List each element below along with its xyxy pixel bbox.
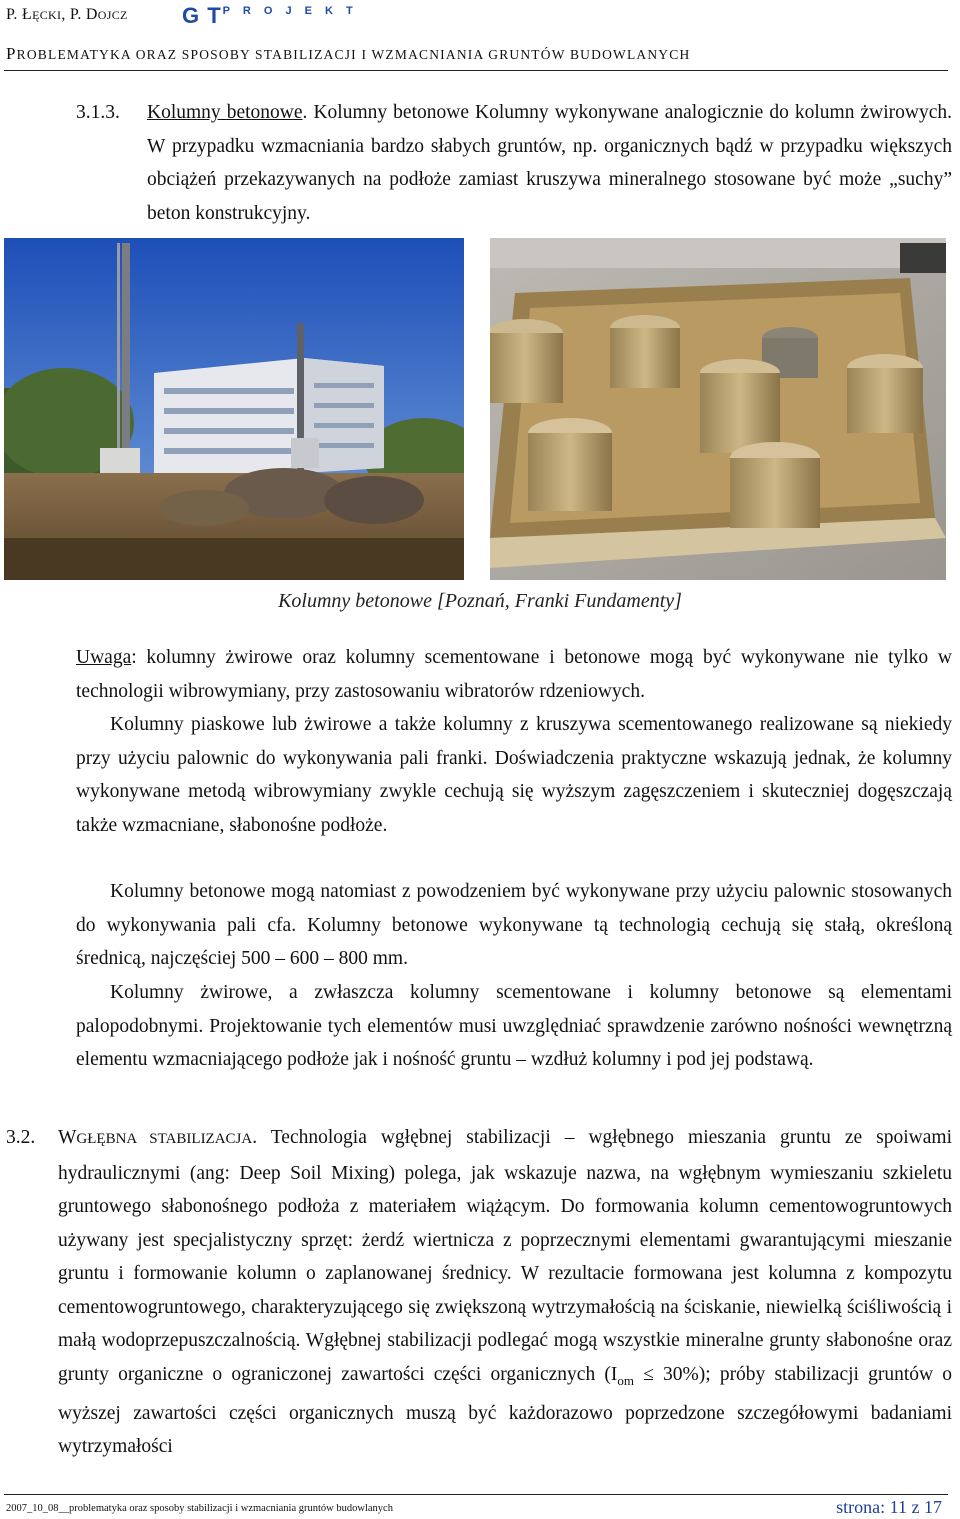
authors-part: , P. D	[61, 6, 98, 23]
section-heading: Kolumny betonowe	[147, 102, 303, 123]
running-title-first: P	[6, 44, 17, 63]
logo-subtext: P R O J E K T	[222, 5, 358, 17]
page-separator: z	[911, 1497, 920, 1517]
note-label: Uwaga	[76, 647, 132, 668]
section-number: 3.2.	[6, 1127, 36, 1148]
header-rule	[4, 70, 948, 71]
section-heading-first: W	[58, 1127, 77, 1148]
section-number: 3.1.3.	[76, 102, 120, 123]
footer-rule	[4, 1494, 948, 1495]
section-313-paragraph	[147, 96, 952, 230]
subscript: om	[617, 1372, 634, 1388]
authors-part: OJCZ	[97, 8, 128, 22]
figure-caption: Kolumny betonowe [Poznań, Franki Fundamenty]	[278, 590, 682, 612]
section-heading-rest: GŁĘBNA STABILIZACJA	[76, 1131, 253, 1147]
page-current: 11	[889, 1497, 907, 1517]
section-text: . Kolumny betonowe Kolumny wykonywane analogicznie do kolumn żwirowych. W przypadku wzmacniania bardzo słabych gruntów, np. organicznych bądź w przypadku większych obciążeń przekazywanych na podłoże zamiast kruszywa mineralnego stosowane być może „suchy” beton konstrukcyjny.	[147, 102, 952, 224]
authors-part: ĘCKI	[32, 8, 62, 22]
running-title	[6, 44, 690, 64]
running-title-rest: ROBLEMATYKA ORAZ SPOSOBY STABILIZACJI I WZMACNIANIA GRUNTÓW BUDOWLANYCH	[16, 47, 691, 62]
page-indicator	[836, 1497, 942, 1518]
body-paragraph: Kolumny żwirowe, a zwłaszcza kolumny scementowane i kolumny betonowe są elementami palopodobnymi. Projektowanie tych elementów musi uwzględniać sprawdzenie zarówno nośności wewnętrzną elementu wzmacniającego podłoże jak i nośność gruntu – wzdłuż kolumny i pod jej podstawą.	[76, 982, 952, 1070]
body-paragraph: Kolumny betonowe mogą natomiast z powodzeniem być wykonywane przy użyciu palownic stosowanych do wykonywania pali cfa. Kolumny betonowe wykonywane tą technologią cechują się stałą, określoną średnicą, najczęściej 500 – 600 – 800 mm.	[76, 881, 952, 969]
section-text-cont: ≤ 30%); próby stabilizacji gruntów o wyższej zawartości części organicznych muszą być każdorazowo poprzedzone szczegółowymi badaniami wytrzymałości	[58, 1363, 953, 1458]
concrete-columns-image	[490, 238, 946, 580]
section-text: . Technologia wgłębnej stabilizacji – wgłębnego mieszania gruntu ze spoiwami hydraulicznymi (ang: Deep Soil Mixing) polega, jak wskazuje nazwa, na wgłębnym wymieszaniu szkieletu gruntowego słabonośnego podłoża z materiałem wiążącym. Do formowania kolumn cementowogruntowych używany jest specjalistyczny sprzęt: żerdź wiertnicza z poprzecznymi elementami gwarantującymi mieszanie gruntu i formowanie kolumn o zaplanowanej średnicy. W rezultacie formowana jest kolumna z kompozytu cementowogruntowego, charakteryzującego się zwiększoną wytrzymałością na ściskanie, niewielką ściśliwością i małą wodoprzepuszczalnością. Wgłębnej stabilizacji podlegać mogą wszystkie mineralne grunty słabonośne oraz grunty organiczne o ograniczonej zawartości części organicznych (I	[58, 1127, 952, 1385]
section-32-paragraph	[58, 1121, 952, 1464]
authors-part: P. Ł	[6, 6, 33, 23]
note-paragraph	[76, 641, 952, 708]
footer-file-name: 2007_10_08__problematyka oraz sposoby stabilizacji i wzmacniania gruntów budowlanych	[6, 1503, 393, 1514]
page-label: strona:	[836, 1497, 886, 1517]
authors	[6, 6, 128, 24]
photo-piling-rigs	[4, 238, 464, 580]
body-paragraph: Kolumny piaskowe lub żwirowe a także kolumny z kruszywa scementowanego realizowane są niekiedy przy użyciu palownic do wykonywania pali franki. Doświadczenia praktyczne wskazują jednak, że kolumny wykonywane metodą wibrowymiany zwykle cechują się wyższym zagęszczeniem i skuteczniej dogęszczają także wzmacniane, słabonośne podłoże.	[76, 714, 952, 836]
gt-projekt-logo	[182, 3, 358, 29]
piling-rigs-image	[4, 238, 464, 580]
note-text: : kolumny żwirowe oraz kolumny scementowane i betonowe mogą być wykonywane nie tylko w technologii wibrowymiany, przy zastosowaniu wibratorów rdzeniowych.	[76, 647, 952, 702]
logo-text: G T	[182, 3, 222, 28]
photo-concrete-columns	[490, 238, 946, 580]
page-total: 17	[924, 1497, 942, 1517]
